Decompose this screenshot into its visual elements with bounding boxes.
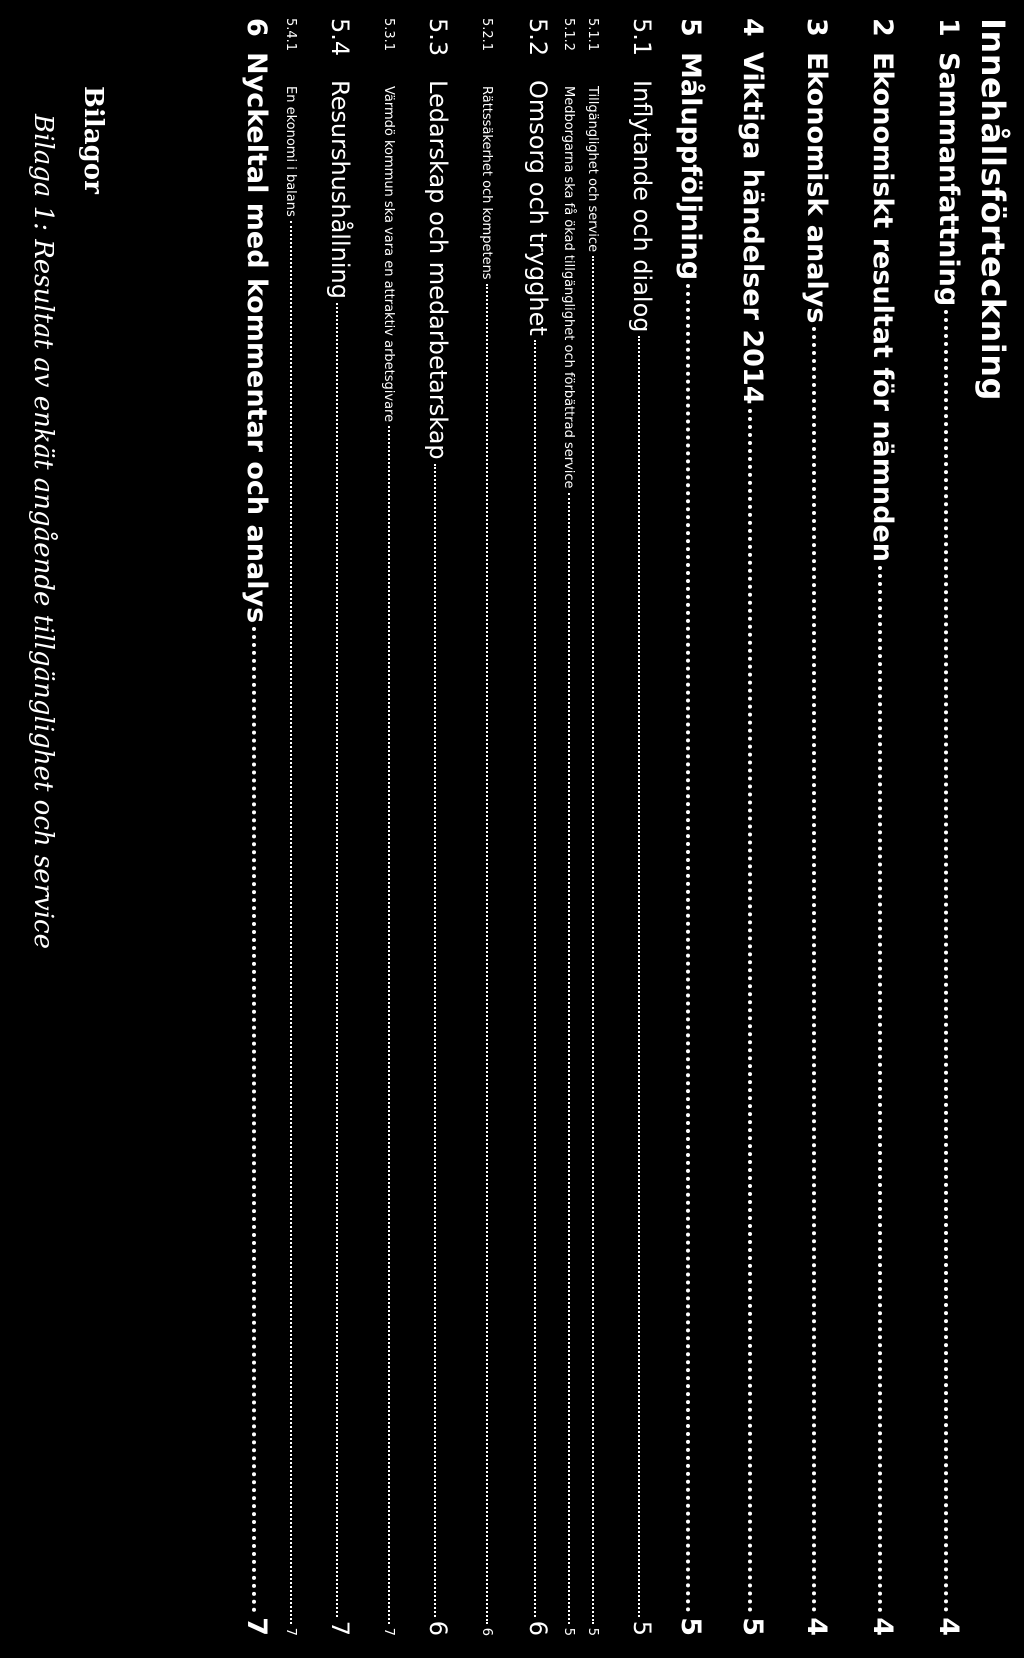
toc-entry-label: Ekonomisk analys xyxy=(801,52,832,324)
toc-entry-label: Måluppföljning xyxy=(675,52,706,281)
toc-entry-number: 5.1.1 xyxy=(585,18,600,52)
toc-entry[interactable] xyxy=(283,18,298,1636)
dot-leader xyxy=(748,409,752,1614)
dot-leader xyxy=(252,627,256,1613)
toc-entry-number: 1 xyxy=(933,18,964,37)
toc-entry[interactable] xyxy=(675,18,706,1636)
toc-entry-number: 5.2.1 xyxy=(479,18,494,52)
toc-entry-page: 6 xyxy=(479,1627,494,1636)
toc-entry-page: 6 xyxy=(424,1620,452,1636)
dot-leader xyxy=(534,340,536,1617)
toc-entry-number: 6 xyxy=(241,18,272,37)
toc-entry-number: 4 xyxy=(737,18,768,37)
toc-entry-number: 5.2 xyxy=(524,18,552,57)
toc-entry-label: Medborgarna ska få ökad tillgänglighet och förbättrad service xyxy=(561,86,576,489)
toc-entry-page: 5 xyxy=(675,1617,706,1636)
toc-entry[interactable] xyxy=(524,18,552,1636)
attachment-item[interactable]: Bilaga 1: Resultat av enkät angående tillgänglighet och service xyxy=(28,114,58,949)
dot-leader xyxy=(434,464,436,1617)
toc-entry-number: 5.1.2 xyxy=(561,18,576,52)
toc-entry-label: Ekonomiskt resultat för nämnden xyxy=(867,52,898,562)
toc-entry-number: 5.4.1 xyxy=(283,18,298,52)
toc-entry[interactable] xyxy=(241,18,272,1636)
toc-entry-page: 4 xyxy=(801,1617,832,1636)
toc-entry-label: Inflytande och dialog xyxy=(628,80,656,333)
toc-entry-number: 2 xyxy=(867,18,898,37)
toc-entry-number: 5.3 xyxy=(424,18,452,57)
dot-leader xyxy=(336,303,338,1617)
dot-leader xyxy=(290,221,292,1624)
toc-entry[interactable] xyxy=(628,18,656,1636)
dot-leader xyxy=(592,256,594,1624)
toc-entry[interactable] xyxy=(801,18,832,1636)
dot-leader xyxy=(878,566,882,1613)
toc-entry[interactable] xyxy=(933,18,964,1636)
toc-entry-page: 5 xyxy=(561,1627,576,1636)
toc-entry-number: 5 xyxy=(675,18,706,37)
toc-entry[interactable] xyxy=(561,18,576,1636)
dot-leader xyxy=(388,426,390,1624)
toc-entry-page: 6 xyxy=(524,1620,552,1636)
toc-entry-page: 7 xyxy=(381,1627,396,1636)
toc-entry-label: Rättssäkerhet och kompetens xyxy=(479,86,494,280)
toc-entry-label: Tillgänglighet och service xyxy=(585,86,600,253)
toc-entry-page: 5 xyxy=(737,1617,768,1636)
dot-leader xyxy=(486,284,488,1624)
toc-entry[interactable] xyxy=(585,18,600,1636)
toc-entry-page: 5 xyxy=(628,1620,656,1636)
toc-entry-number: 5.4 xyxy=(326,18,354,57)
toc-title: Innehållsförteckning xyxy=(974,18,1012,401)
toc-entry-label: Ledarskap och medarbetarskap xyxy=(424,80,452,460)
toc-entry-label: Sammanfattning xyxy=(933,52,964,307)
toc-entry-label: Omsorg och trygghet xyxy=(524,80,552,336)
toc-entry[interactable] xyxy=(326,18,354,1636)
attachments-heading: Bilagor xyxy=(78,86,108,194)
toc-entry-number: 5.3.1 xyxy=(381,18,396,52)
toc-entry-number: 3 xyxy=(801,18,832,37)
toc-entry-page: 4 xyxy=(867,1617,898,1636)
dot-leader xyxy=(944,310,948,1613)
toc-entry[interactable] xyxy=(479,18,494,1636)
toc-entry[interactable] xyxy=(381,18,396,1636)
toc-entry-label: Värmdö kommun ska vara en attraktiv arbetsgivare xyxy=(381,86,396,423)
dot-leader xyxy=(568,493,570,1624)
toc-entry[interactable] xyxy=(737,18,768,1636)
toc-entry-label: Nyckeltal med kommentar och analys xyxy=(241,52,272,624)
toc-entry-page: 7 xyxy=(283,1627,298,1636)
toc-entry-label: Resurshushållning xyxy=(326,80,354,299)
toc-entry[interactable] xyxy=(867,18,898,1636)
toc-entry-label: Viktiga händelser 2014 xyxy=(737,52,768,405)
dot-leader xyxy=(686,284,690,1613)
toc-entry-page: 7 xyxy=(241,1617,272,1636)
toc-entry-page: 4 xyxy=(933,1617,964,1636)
toc-entry-page: 7 xyxy=(326,1620,354,1636)
dot-leader xyxy=(638,336,640,1616)
toc-entry-number: 5.1 xyxy=(628,18,656,57)
dot-leader xyxy=(812,327,816,1613)
toc-entry[interactable] xyxy=(424,18,452,1636)
toc-entry-label: En ekonomi i balans xyxy=(283,86,298,217)
toc-entry-page: 5 xyxy=(585,1627,600,1636)
